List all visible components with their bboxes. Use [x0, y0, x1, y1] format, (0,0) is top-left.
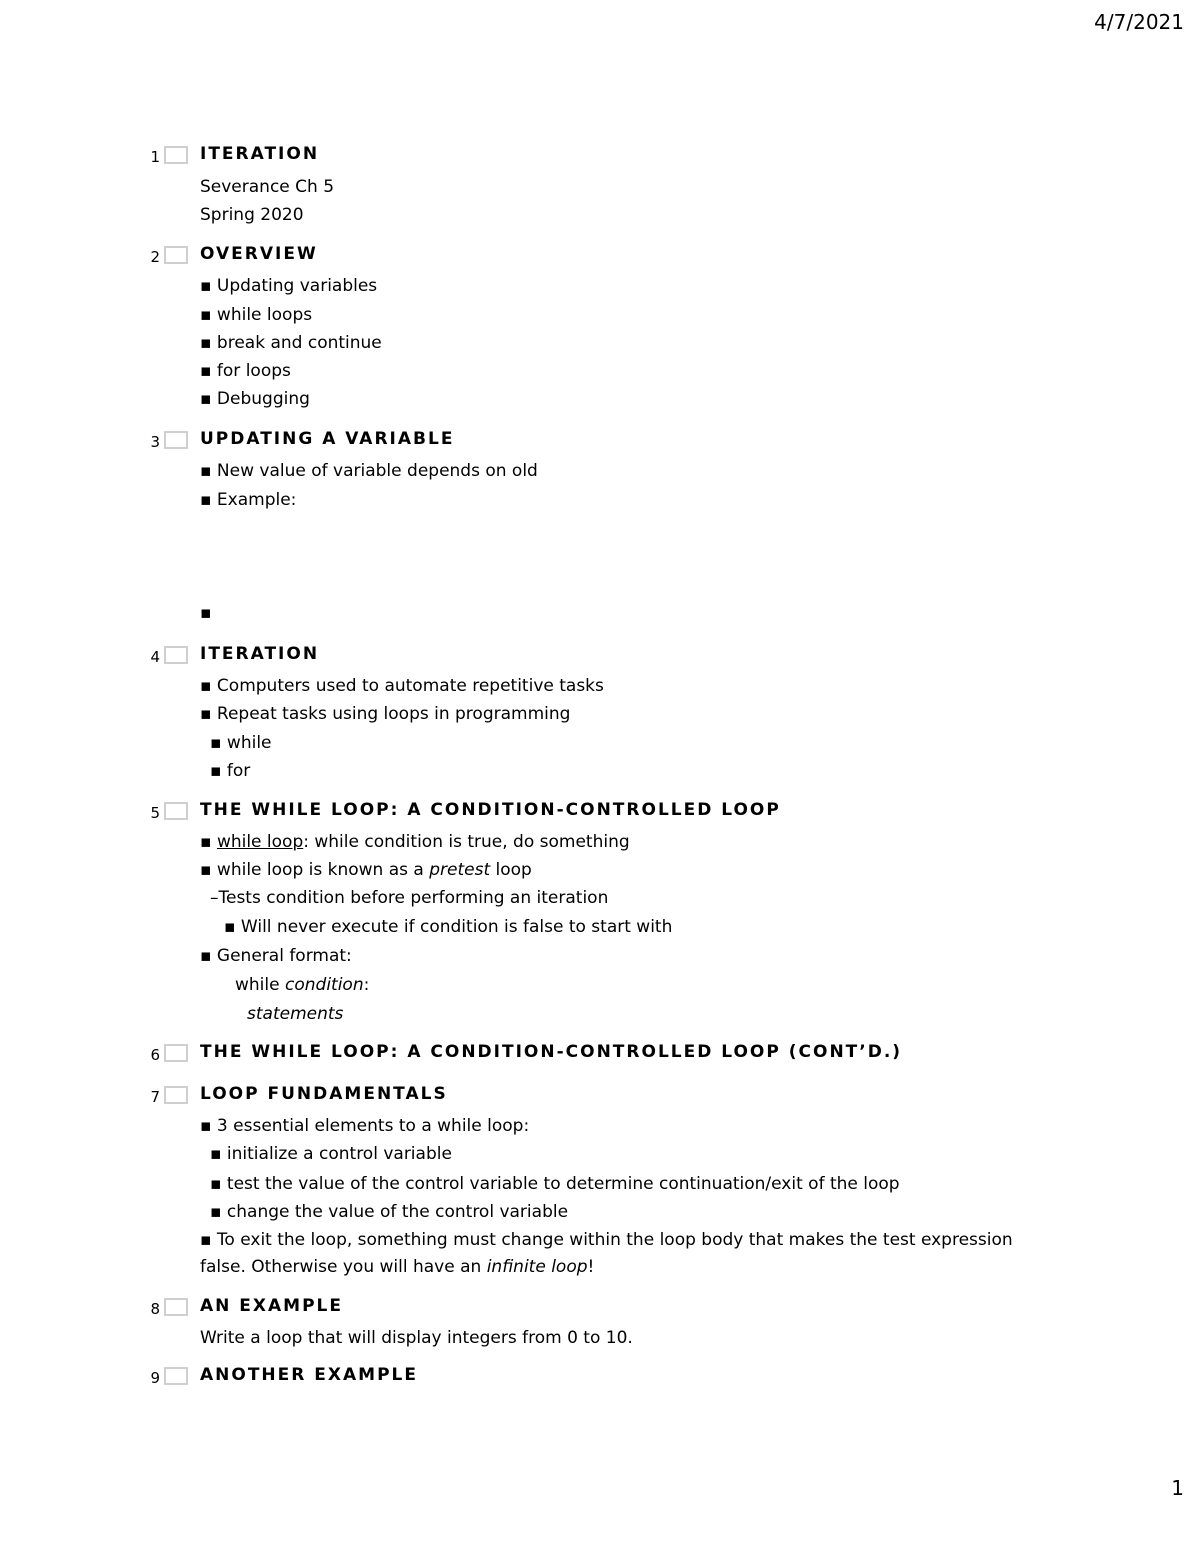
slide-number: 7: [150, 1088, 160, 1106]
print-date: 4/7/2021: [1094, 10, 1184, 34]
bullet-item: ▪ Example:: [200, 490, 297, 510]
sub-bullet-item: ▪ for: [210, 761, 251, 781]
bullet-item: ▪ General format:: [200, 946, 352, 966]
slide-title: UPDATING A VARIABLE: [200, 429, 455, 449]
slide-number: 6: [150, 1046, 160, 1064]
code-keyword: while: [235, 975, 285, 995]
bullet-item: ▪ while loops: [200, 305, 313, 325]
slide-title: ANOTHER EXAMPLE: [200, 1365, 418, 1385]
italic-term: infinite loop: [486, 1257, 588, 1277]
code-line: [235, 975, 369, 995]
bullet-item: ▪ Repeat tasks using loops in programming: [200, 704, 571, 724]
sub-bullet-item: ▪ test the value of the control variable to determine continuation/exit of the loop: [210, 1174, 900, 1194]
sub-sub-bullet-item: ▪ Will never execute if condition is false to start with: [224, 917, 673, 937]
slide-thumbnail[interactable]: [164, 802, 188, 820]
slide-thumbnail[interactable]: [164, 146, 188, 164]
bullet-item: [200, 860, 532, 880]
bullet-item: [200, 832, 630, 852]
slide-number: 8: [150, 1300, 160, 1318]
slide-title: ITERATION: [200, 644, 320, 664]
bullet-text: ▪ while loop is known as a: [200, 860, 430, 880]
code-line: statements: [247, 1004, 344, 1024]
italic-term: pretest: [429, 860, 491, 880]
slide-title: THE WHILE LOOP: A CONDITION-CONTROLLED LOOP: [200, 800, 781, 820]
sub-bullet-item: ▪ change the value of the control variable: [210, 1202, 569, 1222]
bullet-item: ▪ Debugging: [200, 389, 310, 409]
slide-text: Write a loop that will display integers from 0 to 10.: [200, 1328, 633, 1348]
slide-title: AN EXAMPLE: [200, 1296, 344, 1316]
bullet-marker: ▪: [200, 832, 217, 852]
code-condition: condition: [285, 975, 364, 995]
slide-title: ITERATION: [200, 144, 320, 164]
bullet-item: ▪ Updating variables: [200, 276, 378, 296]
code-colon: :: [363, 975, 370, 995]
sub-bullet-item: ▪ while: [210, 733, 272, 753]
underlined-term: while loop: [216, 832, 304, 852]
slide-title: LOOP FUNDAMENTALS: [200, 1084, 448, 1104]
bullet-item: ▪ for loops: [200, 361, 291, 381]
sub-bullet-item: –Tests condition before performing an iteration: [210, 888, 609, 908]
slide-number: 5: [150, 804, 160, 822]
bullet-item: ▪ break and continue: [200, 333, 382, 353]
slide-text: Severance Ch 5: [200, 177, 335, 197]
bullet-item: ▪ 3 essential elements to a while loop:: [200, 1116, 530, 1136]
bullet-text: ▪ To exit the loop, something must change within the loop body that makes the test expression false. Otherwise you will have an: [200, 1230, 1013, 1277]
slide-title: THE WHILE LOOP: A CONDITION-CONTROLLED LOOP (CONT’D.): [200, 1042, 903, 1062]
bullet-item: ▪ Computers used to automate repetitive tasks: [200, 676, 604, 696]
bullet-paragraph: [200, 1227, 1030, 1281]
slide-number: 9: [150, 1369, 160, 1387]
slide-number: 2: [150, 248, 160, 266]
slide-thumbnail[interactable]: [164, 646, 188, 664]
page-number: 1: [1171, 1476, 1184, 1500]
slide-thumbnail[interactable]: [164, 1044, 188, 1062]
bullet-text: : while condition is true, do something: [303, 832, 630, 852]
bullet-text: !: [587, 1257, 595, 1277]
slide-number: 1: [150, 148, 160, 166]
slide-title: OVERVIEW: [200, 244, 318, 264]
bullet-item: ▪: [200, 603, 212, 623]
slide-thumbnail[interactable]: [164, 1298, 188, 1316]
slide-thumbnail[interactable]: [164, 1086, 188, 1104]
slide-thumbnail[interactable]: [164, 246, 188, 264]
bullet-text: loop: [490, 860, 532, 880]
slide-thumbnail[interactable]: [164, 1367, 188, 1385]
bullet-item: ▪ New value of variable depends on old: [200, 461, 538, 481]
slide-text: Spring 2020: [200, 205, 304, 225]
slide-number: 3: [150, 433, 160, 451]
slide-number: 4: [150, 648, 160, 666]
sub-bullet-item: ▪ initialize a control variable: [210, 1144, 452, 1164]
slide-thumbnail[interactable]: [164, 431, 188, 449]
